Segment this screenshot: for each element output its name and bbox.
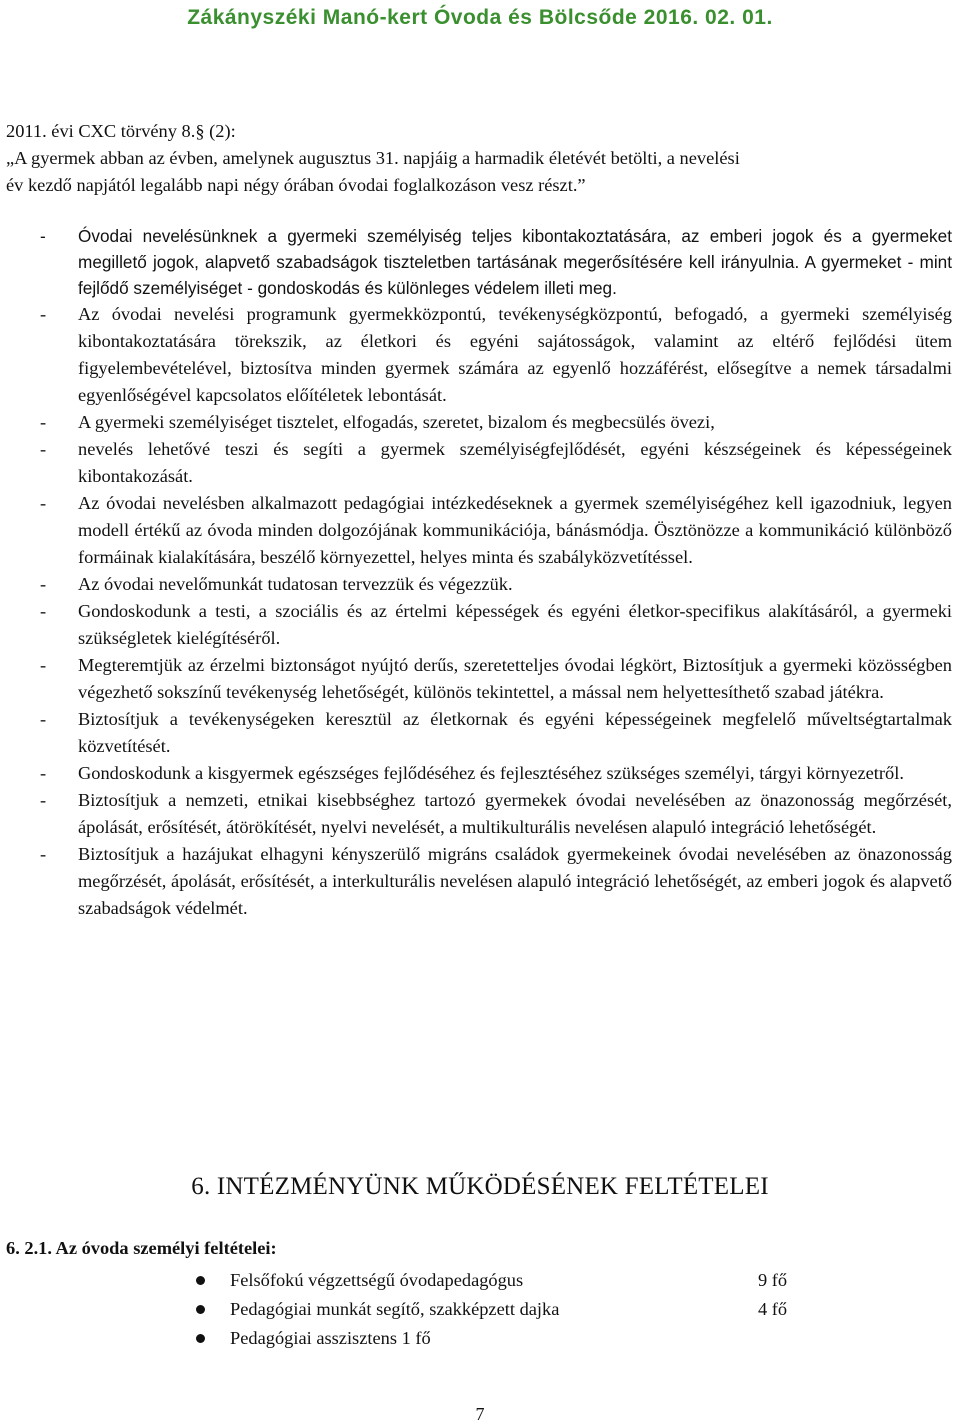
list-item-text: Az óvodai nevelőmunkát tudatosan tervezzük és végezzük.: [78, 574, 513, 594]
staff-count: 4 fő: [758, 1299, 788, 1319]
law-quote: [6, 118, 950, 199]
list-item: [40, 760, 952, 787]
bullet-icon: [196, 1276, 205, 1285]
dash-marker: -: [40, 709, 47, 729]
staff-count: 9 fő: [758, 1270, 788, 1290]
staff-list: [196, 1266, 787, 1353]
list-item: [40, 841, 952, 922]
staff-item: [196, 1295, 787, 1324]
bullet-icon: [196, 1334, 205, 1343]
dash-marker: -: [40, 412, 47, 432]
page-header-title: Zákányszéki Manó-kert Óvoda és Bölcsőde 2016. 02. 01.: [187, 6, 773, 29]
dash-marker: -: [40, 226, 46, 246]
section-heading: 6. INTÉZMÉNYÜNK MŰKÖDÉSÉNEK FELTÉTELEI: [191, 1173, 769, 1200]
list-item-text: Gondoskodunk a kisgyermek egészséges fejlődéséhez és fejlesztéséhez szükséges személyi, tárgyi környezetről.: [78, 763, 904, 783]
list-item-text: Biztosítjuk a hazájukat elhagyni kényszerülő migráns családok gyermekeinek óvodai nevelésében az önazonosság megőrzését, ápolását, erősítését, a interkulturális nevelésen alapuló integráció lehetőségét, az emberi jogok és alapvető szabadságok védelmét.: [78, 844, 952, 918]
list-item: [40, 409, 952, 436]
staff-role: Felsőfokú végzettségű óvodapedagógus: [230, 1270, 524, 1290]
law-quote-line: „A gyermek abban az évben, amelynek augusztus 31. napjáig a harmadik életévét betölti, a nevelési: [6, 148, 740, 168]
dash-marker: -: [40, 574, 47, 594]
dash-marker: -: [40, 763, 47, 783]
staff-role: Pedagógiai asszisztens 1 fő: [230, 1328, 431, 1348]
dash-marker: -: [40, 601, 47, 621]
dash-marker: -: [40, 790, 47, 810]
list-item-text: Az óvodai nevelési programunk gyermekközpontú, tevékenységközpontú, befogadó, a gyermeki személyiség kibontakoztatására törekszik, az életkori és egyéni sajátosságok, valamint az eltérő fejlődési ütem figyelembevételével, biztosítva minden gyermek számára az egyenlő hozzáférést, elősegítve a nemek társadalmi egyenlőségével kapcsolatos előítéletek lebontását.: [78, 304, 952, 405]
list-item-text: Biztosítjuk a nemzeti, etnikai kisebbséghez tartozó gyermekek óvodai nevelésében az önazonosság megőrzését, ápolását, erősítését, átörökítését, nyelvi nevelését, a multikulturális nevelésen alapuló integráció lehetőségét.: [78, 790, 952, 837]
list-item-text: A gyermeki személyiséget tisztelet, elfogadás, szeretet, bizalom és megbecsülés övezi,: [78, 412, 715, 432]
bullet-icon: [196, 1305, 205, 1314]
list-item: [40, 652, 952, 706]
page-number: 7: [475, 1404, 485, 1424]
list-item: [40, 436, 952, 490]
list-item: [40, 706, 952, 760]
list-item: [40, 787, 952, 841]
subsection-heading: 6. 2.1. Az óvoda személyi feltételei:: [6, 1238, 277, 1258]
list-item: [40, 598, 952, 652]
law-quote-line: év kezdő napjától legalább napi négy órában óvodai foglalkozáson vesz részt.”: [6, 175, 586, 195]
list-item: [40, 490, 952, 571]
list-item: [40, 301, 952, 409]
list-item-text: Biztosítjuk a tevékenységeken keresztül az életkornak és egyéni képességeinek megfelelő műveltségtartalmak közvetítését.: [78, 709, 952, 756]
list-item: [40, 571, 952, 598]
list-item-text: Gondoskodunk a testi, a szociális és az értelmi képességek és egyéni életkor-specifikus alakításáról, a gyermeki szükségletek kielégítéséről.: [78, 601, 952, 648]
list-item-text: Óvodai nevelésünknek a gyermeki személyiség teljes kibontakoztatására, az emberi jogok és a gyermeket megillető jogok, alapvető szabadságok tiszteletben tartásának megerősítésére kell irányulnia. A gyermeket - mint fejlődő személyiséget - gondoskodás és különleges védelem illeti meg.: [78, 226, 952, 298]
dash-marker: -: [40, 844, 47, 864]
list-item-text: Megteremtjük az érzelmi biztonságot nyújtó derűs, szeretetteljes óvodai légkört, Biztosítjuk a gyermeki közösségben végezhető sokszínű tevékenység lehetőségét, különös tekintettel, a mással nem helyettesíthető szabad játékra.: [78, 655, 952, 702]
staff-item: [196, 1266, 787, 1295]
list-item: [40, 223, 952, 301]
staff-item: [196, 1324, 787, 1353]
list-item-text: Az óvodai nevelésben alkalmazott pedagógiai intézkedéseknek a gyermek személyiségéhez kell igazodniuk, legyen modell értékű az óvoda minden dolgozójának kommunikációja, bánásmódja. Ösztönözze a kommunikáció különböző formáinak kialakítására, beszélő környezettel, helyes minta és szabályközvetítéssel.: [78, 493, 952, 567]
list-item-text: nevelés lehetővé teszi és segíti a gyermek személyiségfejlődését, egyéni készségeinek és képességeinek kibontakozását.: [78, 439, 952, 486]
dash-marker: -: [40, 493, 47, 513]
dash-marker: -: [40, 304, 47, 324]
dash-marker: -: [40, 655, 47, 675]
principles-list: [40, 223, 952, 922]
law-reference: 2011. évi CXC törvény 8.§ (2):: [6, 121, 236, 141]
dash-marker: -: [40, 439, 47, 459]
staff-role: Pedagógiai munkát segítő, szakképzett dajka: [230, 1299, 560, 1319]
